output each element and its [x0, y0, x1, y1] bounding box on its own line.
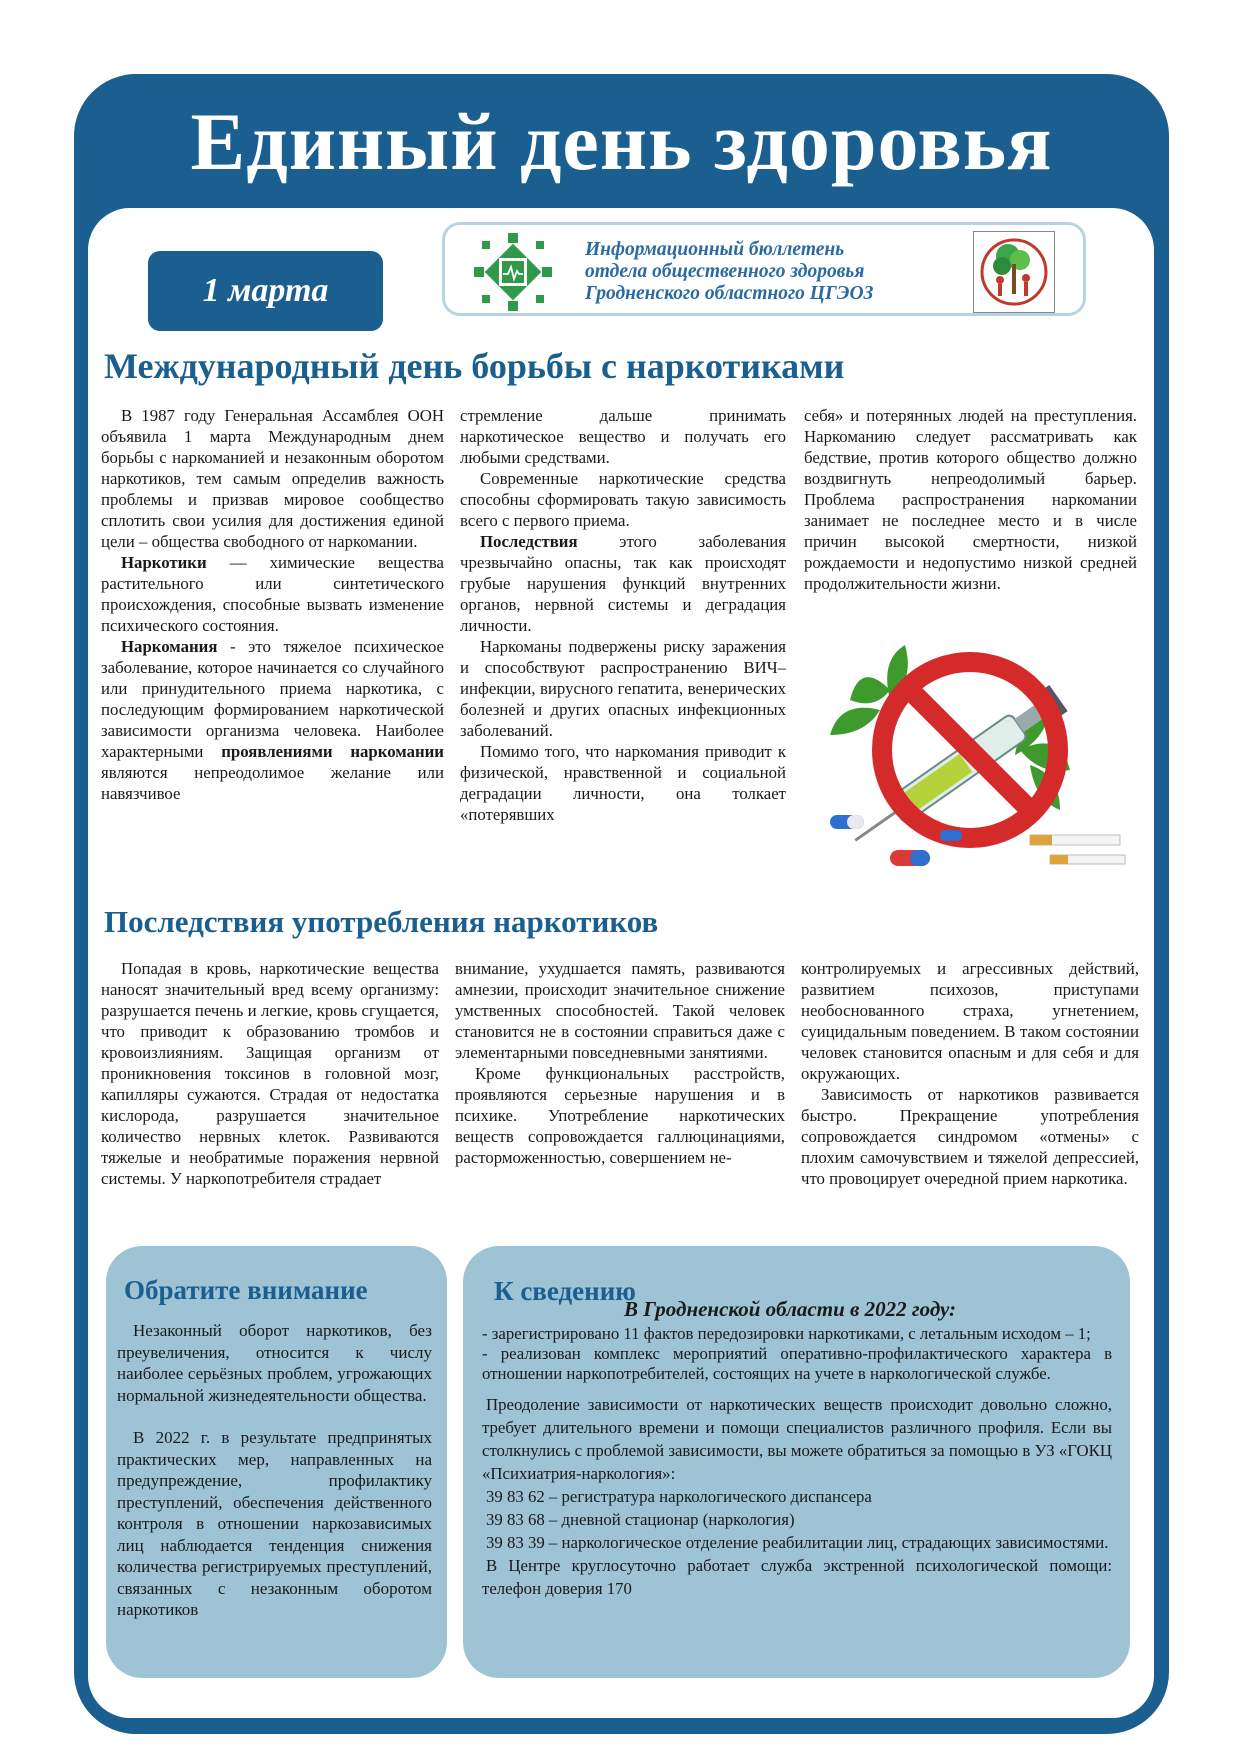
no-drugs-image [820, 640, 1130, 890]
paragraph: контролируемых и агрессивных действий, развитием психозов, приступами необоснованного страха, угнетением, суицидальным поведением. В таком состоянии человек становится опасным и для себя и для окружающих. [801, 959, 1139, 1083]
bullet-item: - зарегистрировано 11 фактов передозировки наркотиками, с летальным исходом – 1; [482, 1324, 1091, 1343]
section2-title: Последствия употребления наркотиков [104, 904, 659, 939]
paragraph: Попадая в кровь, наркотические вещества наносят значительный вред всему организму: разрушается печень и легкие, кровь сгущается, что приводит к образованию тромбов и кровоизлияниям. Защищая организм от проникновения токсинов в головной мозг, капилляры сужаются. Страдая от недостатка кислорода, разрушается значительное количество нервных клеток. Развиваются тяжелые и необратимые поражения нервной системы. У наркопотребителя страдает [101, 959, 439, 1188]
paragraph: внимание, ухудшается память, развиваются амнезии, происходит значительное снижение умственных способностей. Такой человек становится не в состоянии справиться даже с элементарными повседневными занятиями. [455, 959, 785, 1062]
paragraph: стремление дальше принимать наркотическое вещество и получать его любыми средствами. [460, 406, 786, 467]
bulletin-line: отдела общественного здоровья [585, 261, 865, 282]
phone-line: 39 83 68 – дневной стационар (наркология) [486, 1510, 795, 1529]
info-subtitle: В Гродненской области в 2022 году: [623, 1297, 957, 1321]
bulletin-line: Гродненского областного ЦГЭОЗ [585, 283, 874, 304]
ornament-logo-icon [472, 231, 554, 313]
section1-column-1 [101, 405, 444, 804]
phone-line: 39 83 62 – регистратура наркологического диспансера [486, 1487, 872, 1506]
health-logo-icon [973, 231, 1055, 313]
section1-column-3 [804, 405, 1137, 594]
phone-line: 39 83 39 – наркологическое отделение реабилитации лиц, страдающих зависимостями. [486, 1533, 1109, 1552]
term: Наркотики [121, 553, 207, 572]
term: Последствия [480, 532, 578, 551]
term: Наркомания [121, 637, 218, 656]
paragraph: Преодоление зависимости от наркотических веществ происходит довольно сложно, требует длительного времени и помощи специалистов различного профиля. Если вы столкнулись с проблемой зависимости, вы можете обратиться за помощью в УЗ «ГОКЦ «Психиатрия-наркология»: [482, 1395, 1112, 1483]
paragraph: В Центре круглосуточно работает служба экстренной психологической помощи: телефон доверия 170 [482, 1556, 1112, 1598]
info-title: К сведению [494, 1276, 636, 1306]
paragraph: Помимо того, что наркомания приводит к физической, нравственной и социальной деградации личности, она толкает «потерявших [460, 742, 786, 824]
section1-column-2 [460, 405, 786, 825]
section2-column-1 [101, 958, 439, 1189]
section2-column-2 [455, 958, 785, 1168]
info-text [482, 1324, 1112, 1600]
attention-title: Обратите внимание [124, 1275, 368, 1305]
section2-column-3 [801, 958, 1139, 1189]
paragraph: Наркомания - это тяжелое психическое заболевание, которое начинается со случайного или принудительного приема наркотика, с последующим формированием наркотической зависимости организма человека. Наиболее характерными проявлениями наркомании являются непреодолимое желание или навязчивое [101, 637, 444, 803]
paragraph: Современные наркотические средства способны сформировать такую зависимость всего с первого приема. [460, 469, 786, 530]
bulletin-line: Информационный бюллетень [585, 239, 845, 260]
paragraph: Незаконный оборот наркотиков, без преувеличения, относится к числу наиболее серьёзных проблем, угрожающих нормальной жизнедеятельности общества. [117, 1321, 432, 1405]
term: проявлениями наркомании [221, 742, 444, 761]
paragraph: Последствия этого заболевания чрезвычайно опасны, так как происходят грубые нарушения функций внутренних органов, нервной системы и деградация личности. [460, 532, 786, 635]
bulletin-caption [585, 239, 873, 305]
paragraph: Кроме функциональных расстройств, проявляются серьезные нарушения и в психике. Употребление наркотических веществ сопровождается галлюцинациями, расторможенностью, совершением не- [455, 1064, 785, 1167]
paragraph: В 2022 г. в результате предпринятых практических мер, направленных на предупреждение, профилактику преступлений, обеспечения действенного контроля в отношении наркозависимых лиц наблюдается тенденция снижения количества регистрируемых преступлений, связанных с незаконным оборотом наркотиков [117, 1428, 432, 1619]
paragraph: В 1987 году Генеральная Ассамблея ООН объявила 1 марта Международным днем борьбы с наркоманией и незаконным оборотом наркотиков, тем самым определив важность проблемы и призвав мировое сообщество сплотить свои усилия для достижения единой цели – общества свободного от наркомании. [101, 406, 444, 551]
attention-text [117, 1320, 432, 1642]
date-badge [148, 251, 383, 331]
date-text: 1 марта [202, 272, 329, 309]
paragraph: Зависимость от наркотиков развивается быстро. Прекращение употребления сопровождается синдромом «отмены» с плохим самочувствием и тяжелой депрессией, что провоцирует очередной прием наркотика. [801, 1085, 1139, 1188]
page-title: Единый день здоровья [190, 96, 1053, 187]
bullet-item: - реализован комплекс мероприятий оперативно-профилактического характера в отношении наркопотребителей, состоящих на учете в наркологической службе. [482, 1344, 1112, 1383]
paragraph: себя» и потерянных людей на преступления. Наркоманию следует рассматривать как бедствие, против которого общество должно воздвигнуть непреодолимый барьер. Проблема распространения наркомании занимает не последнее место и в числе причин высокой смертности, низкой рождаемости и недопустимо низкой средней продолжительности жизни. [804, 406, 1137, 593]
bulletin-box [442, 222, 1086, 316]
paragraph: Наркоманы подвержены риску заражения и способствуют распространению ВИЧ–инфекции, вирусного гепатита, венерических болезней и других опасных инфекционных заболеваний. [460, 637, 786, 740]
section1-title: Международный день борьбы с наркотиками [104, 346, 845, 386]
paragraph: Наркотики — химические вещества растительного или синтетического происхождения, способные вызвать изменение психического состояния. [101, 553, 444, 635]
